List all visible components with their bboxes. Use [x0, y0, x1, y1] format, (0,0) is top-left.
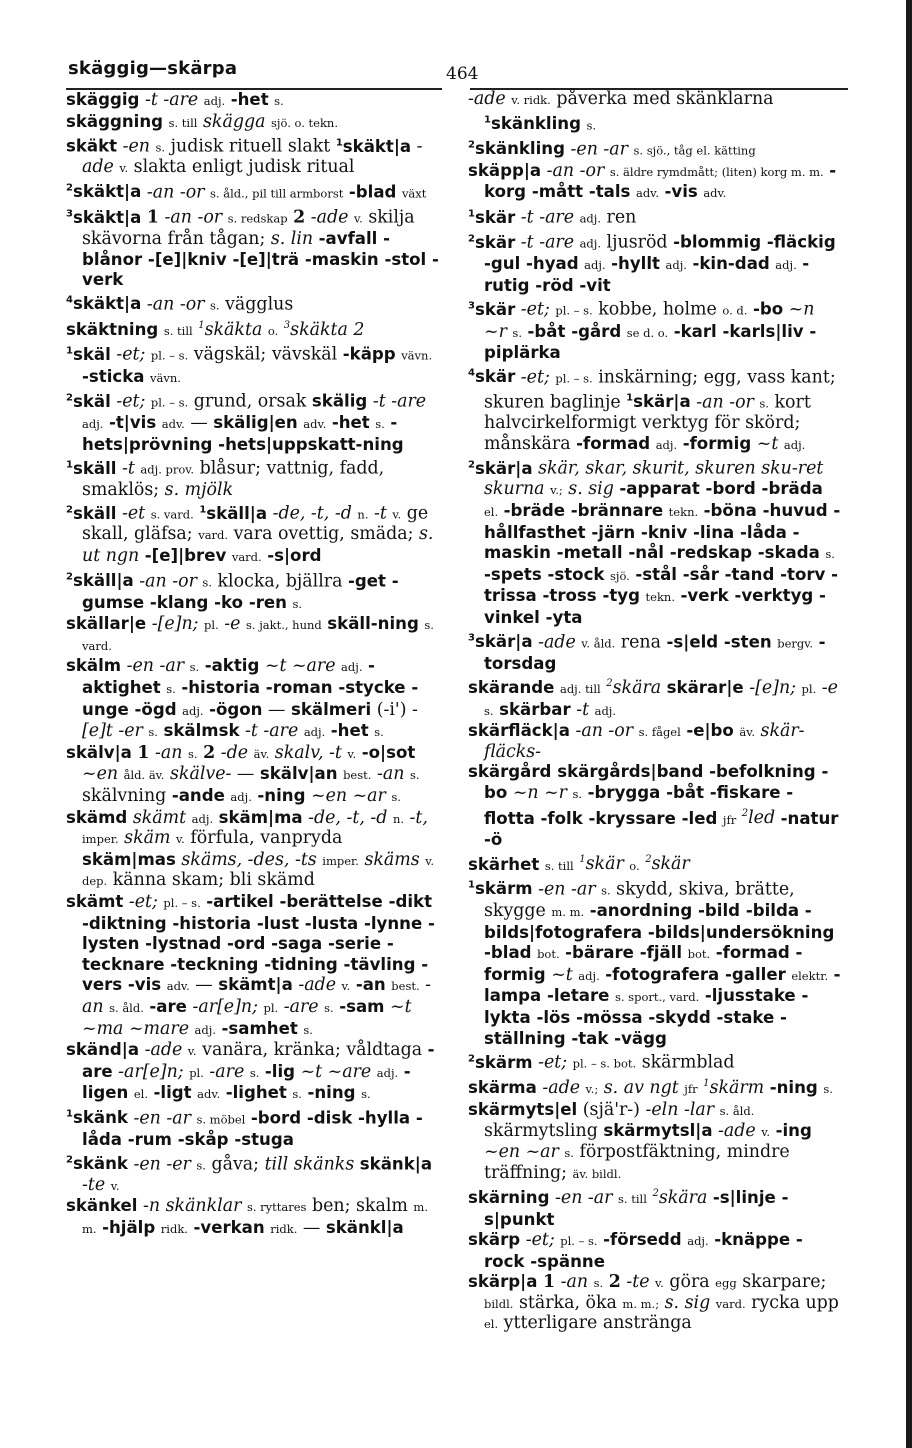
dictionary-entry: $^2$skärm -et; pl. – s. bot. skärmblad	[468, 1052, 735, 1073]
dictionary-entry: skärning -en -ar s. till $^2$skära -s|linje -s|punkt	[468, 1187, 789, 1229]
dictionary-entry: $^4$skäkt|a -an -or s. vägglus	[66, 294, 294, 315]
dictionary-entry: skärgård skärgårds|band -befolkning -bo ~n ~r s. -brygga -båt -fiskare -flotta -folk -kryssare -led jfr $^2$led -natur -ö	[468, 762, 839, 849]
dictionary-entry: $^2$skär|a skär, skar, skurit, skuren sku-ret skurna v.; s. sig -apparat -bord -bräda el. -bräde -brännare tekn. -böna -huvud -hållfasthet -järn -kniv -lina -låda -maskin -metall -nål -redskap -skada s. -spets -stock sjö. -stål -sår -tand -torv -trissa -tross -tyg tekn. -verk -verktyg -vinkel -yta	[468, 458, 841, 627]
dictionary-entry: skäggning s. till skägga sjö. o. tekn.	[66, 111, 338, 132]
dictionary-entry: skänd|a -ade v. vanära, kränka; våldtaga -are -ar[e]n; pl. -are s. -lig ~t ~are adj. -ligen el. -ligt adv. -lighet s. -ning s.	[66, 1040, 435, 1103]
dictionary-entry: skälv|a 1 -an s. 2 -de äv. skalv, -t v. -o|sot ~en åld. äv. skälve- — skälv|an best. -an s. skälvning -ande adj. -ning ~en ~ar s.	[66, 742, 420, 806]
dictionary-entry: skällar|e -[e]n; pl. -e s. jakt., hund skäll-ning s. vard.	[66, 614, 434, 653]
dictionary-entry: skämd skämt adj. skäm|ma -de, -t, -d n. -t, imper. skäm v. förfula, vanpryda skäm|mas skäms, -des, -ts imper. skäms v. dep. känna skam; bli skämd	[66, 807, 435, 891]
dictionary-entry: $^3$skär|a -ade v. åld. rena -s|eld -sten bergv. -torsdag	[468, 632, 826, 673]
dictionary-entry: $^2$skäkt|a -an -or s. åld., pil till armborst -blad växt	[66, 182, 427, 203]
dictionary-entry: $^3$skäkt|a 1 -an -or s. redskap 2 -ade v. skilja skävorna från tågan; s. lin -avfall -blånor -[e]|kniv -[e]|trä -maskin -stol -verk	[66, 207, 439, 290]
dictionary-entry: -ade v. ridk. påverka med skänklarna $^1$skänkling s.	[468, 89, 774, 134]
dictionary-entry: $^2$skäll|a -an -or s. klocka, bjällra -get -gumse -klang -ko -ren s.	[66, 571, 399, 612]
dictionary-entry: $^3$skär -et; pl. – s. kobbe, holme o. d. -bo ~n ~r s. -båt -gård se d. o. -karl -karls|liv -piplärka	[468, 300, 817, 363]
dictionary-entry: skärp -et; pl. – s. -försedd adj. -knäppe -rock -spänne	[468, 1230, 803, 1271]
scan-edge	[906, 0, 912, 1448]
dictionary-entry: $^1$skär -t -are adj. ren	[468, 207, 637, 228]
dictionary-entry: skärma -ade v.; s. av ngt jfr $^1$skärm -ning s.	[468, 1078, 833, 1099]
left-column	[66, 90, 440, 1240]
dictionary-entry: $^1$skäll -t adj. prov. blåsur; vattnig, fadd, smaklös; s. mjölk	[66, 459, 385, 500]
dictionary-entry: $^2$skänkling -en -ar s. sjö., tåg el. kätting	[468, 139, 756, 160]
dictionary-entry: skäpp|a -an -or s. äldre rymdmått; (liten) korg m. m. -korg -mått -tals adv. -vis adv.	[468, 160, 837, 202]
dictionary-entry: skärande adj. till $^2$skära skärar|e -[e]n; pl. -e s. skärbar -t adj.	[468, 678, 838, 720]
dictionary-entry: skäkt -en s. judisk rituell slakt $^1$skäkt|a -ade v. slakta enligt judisk ritual	[66, 136, 423, 178]
dictionary-entry: $^1$skänk -en -ar s. möbel -bord -disk -hylla -låda -rum -skåp -stuga	[66, 1108, 423, 1150]
dictionary-entry: $^1$skäl -et; pl. – s. vägskäl; vävskäl -käpp vävn. -sticka vävn.	[66, 344, 433, 386]
dictionary-entry: $^2$skänk -en -er s. gåva; till skänks skänk|a -te v.	[66, 1154, 433, 1195]
dictionary-entry: $^2$skär -t -are adj. ljusröd -blommig -fläckig -gul -hyad adj. -hyllt adj. -kin-dad adj. -rutig -röd -vit	[468, 232, 836, 295]
running-head: skäggig—skärpa	[68, 58, 238, 79]
dictionary-entry: skämt -et; pl. – s. -artikel -berättelse -dikt -diktning -historia -lust -lusta -lynne -lysten -lystnad -ord -saga -serie -tecknare -teckning -tidning -tävling -vers -vis adv. — skämt|a -ade v. -an best. -an s. åld. -are -ar[e]n; pl. -are s. -sam ~t ~ma ~mare adj. -samhet s.	[66, 891, 435, 1039]
dictionary-entry: skärfläck|a -an -or s. fågel -e|bo äv. skär-fläcks-	[468, 721, 805, 762]
dictionary-entry: skänkel -n skänklar s. ryttares ben; skalm m. m. -hjälp ridk. -verkan ridk. — skänkl|a	[66, 1196, 428, 1238]
dictionary-entry: $^2$skäll -et s. vard. $^1$skäll|a -de, -t, -d n. -t v. ge skall, gläfsa; vard. vara ovettig, smäda; s. ut ngn -[e]|brev vard. -s|ord	[66, 503, 434, 566]
dictionary-entry: skäktning s. till $^1$skäkta o. $^3$skäkta 2	[66, 319, 365, 340]
dictionary-entry: skärp|a 1 -an s. 2 -te v. göra egg skarpare; bildl. stärka, öka m. m.; s. sig vard. rycka upp el. ytterligare anstränga	[468, 1272, 839, 1334]
dictionary-entry: $^2$skäl -et; pl. – s. grund, orsak skälig -t -are adj. -t|vis adv. — skälig|en adv. -het s. -hets|prövning -hets|uppskatt-ning	[66, 391, 427, 454]
dictionary-entry: skärmyts|el (sjä'r-) -eln -lar s. åld. skärmytsling skärmytsl|a -ade v. -ing ~en ~ar s. förpostfäktning, mindre träffning; äv. bildl.	[468, 1099, 812, 1183]
dictionary-entry: skäggig -t -are adj. -het s.	[66, 90, 284, 110]
dictionary-entry: skälm -en -ar s. -aktig ~t ~are adj. -aktighet s. -historia -roman -stycke -unge -ögd adj. -ögon — skälmeri (-i') -[e]t -er s. skälmsk -t -are adj. -het s.	[66, 656, 419, 742]
dictionary-entry: skärhet s. till $^1$skär o. $^2$skär	[468, 854, 690, 875]
right-column	[468, 90, 842, 1335]
dictionary-entry: $^1$skärm -en -ar s. skydd, skiva, brätte, skygge m. m. -anordning -bild -bilda -bilds|fotografera -bilds|undersökning -blad bot. -bärare -fjäll bot. -formad -formig ~t adj. -fotografera -galler elektr. -lampa -letare s. sport., vard. -ljusstake -lykta -lös -mössa -skydd -stake -ställning -tak -vägg	[468, 879, 841, 1048]
page-number: 464	[446, 64, 479, 84]
dictionary-entry: $^4$skär -et; pl. – s. inskärning; egg, vass kant; skuren baglinje $^1$skär|a -an -or s. kort halvcirkelformigt verktyg för skörd; månskära -formad adj. -formig ~t adj.	[468, 367, 836, 454]
